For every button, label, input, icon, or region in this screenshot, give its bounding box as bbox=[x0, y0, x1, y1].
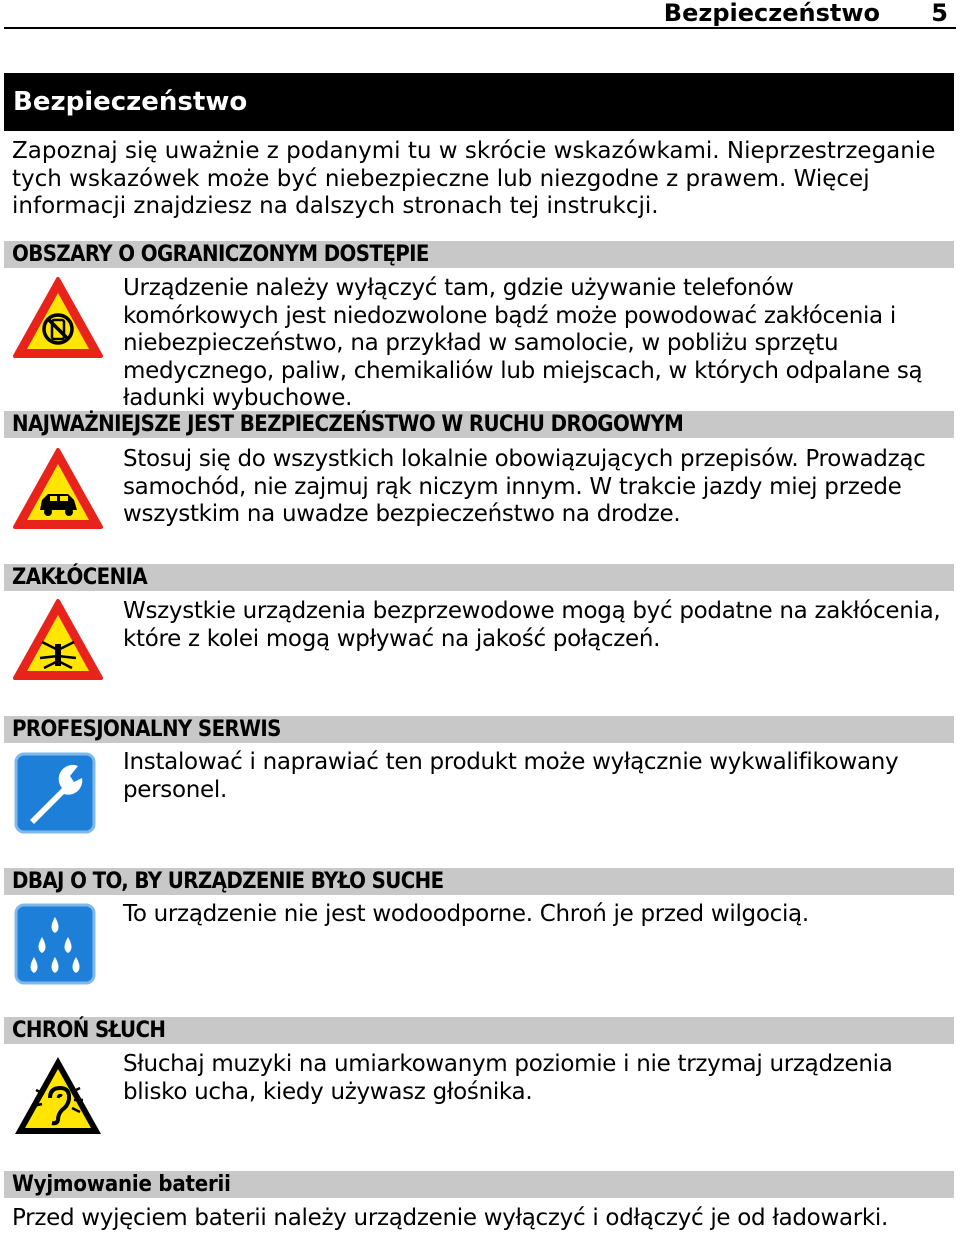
section-text: Stosuj się do wszystkich lokalnie obowiązujących przepisów. Prowadząc samochód, nie zajmuj rąk niczym innym. W trakcie jazdy miej przede wszystkim na uwadze bezpieczeństwo na drodze. bbox=[123, 446, 926, 527]
intro-paragraph: Zapoznaj się uważnie z podanymi tu w skrócie wskazówkami. Nieprzestrzeganie tych wskazówek może być niebezpieczne lub niezgodne z prawem. Więcej informacji znajdziesz na dalszych stronach tej instrukcji. bbox=[12, 138, 936, 219]
wrench-icon bbox=[12, 752, 104, 836]
section-heading-label: DBAJ O TO, BY URZĄDZENIE BYŁO SUCHE bbox=[12, 869, 444, 894]
page-title: Bezpieczeństwo bbox=[13, 87, 248, 117]
section-text: Słuchaj muzyki na umiarkowanym poziomie i nie trzymaj urządzenia blisko ucha, kiedy używasz głośnika. bbox=[123, 1051, 893, 1105]
page-number: 5 bbox=[931, 0, 948, 27]
section-heading-label: NAJWAŻNIEJSZE JEST BEZPIECZEŃSTWO W RUCHU DROGOWYM bbox=[12, 412, 684, 437]
title-bar bbox=[4, 73, 954, 131]
section-heading-restricted-areas bbox=[4, 241, 954, 268]
section-heading-label: Wyjmowanie baterii bbox=[12, 1172, 231, 1197]
section-text: Instalować i naprawiać ten produkt może wyłącznie wykwalifikowany personel. bbox=[123, 749, 899, 803]
section-heading-label: ZAKŁÓCENIA bbox=[12, 565, 148, 590]
section-text: Wszystkie urządzenia bezprzewodowe mogą być podatne na zakłócenia, które z kolei mogą wpływać na jakość połączeń. bbox=[123, 598, 941, 652]
section-heading-keep-dry bbox=[4, 868, 954, 895]
hearing-protection-icon bbox=[12, 1054, 104, 1138]
water-drops-icon bbox=[12, 903, 104, 987]
interference-icon bbox=[12, 598, 104, 682]
running-header bbox=[4, 0, 956, 29]
section-heading-label: PROFESJONALNY SERWIS bbox=[12, 717, 281, 742]
road-safety-car-icon bbox=[12, 447, 104, 531]
section-text: Urządzenie należy wyłączyć tam, gdzie używanie telefonów komórkowych jest niedozwolone bądź może powodować zakłócenia i niebezpieczeństwo, na przykład w samolocie, w pobliżu sprzętu medycznego, paliw, chemikaliów lub miejscach, w których odpalane są ładunki wybuchowe. bbox=[123, 275, 923, 411]
section-text: To urządzenie nie jest wodoodporne. Chroń je przed wilgocią. bbox=[123, 901, 809, 927]
section-heading-label: OBSZARY O OGRANICZONYM DOSTĘPIE bbox=[12, 242, 429, 267]
restricted-area-icon bbox=[12, 276, 104, 360]
section-text: Przed wyjęciem baterii należy urządzenie wyłączyć i odłączyć je od ładowarki. bbox=[12, 1205, 889, 1231]
section-heading-hearing bbox=[4, 1017, 954, 1044]
section-heading-service bbox=[4, 716, 954, 743]
section-heading-interference bbox=[4, 564, 954, 591]
section-heading-battery-removal bbox=[4, 1171, 954, 1198]
section-heading-label: CHROŃ SŁUCH bbox=[12, 1018, 166, 1043]
running-header-section: Bezpieczeństwo bbox=[663, 0, 880, 27]
section-heading-road-safety bbox=[4, 411, 954, 438]
